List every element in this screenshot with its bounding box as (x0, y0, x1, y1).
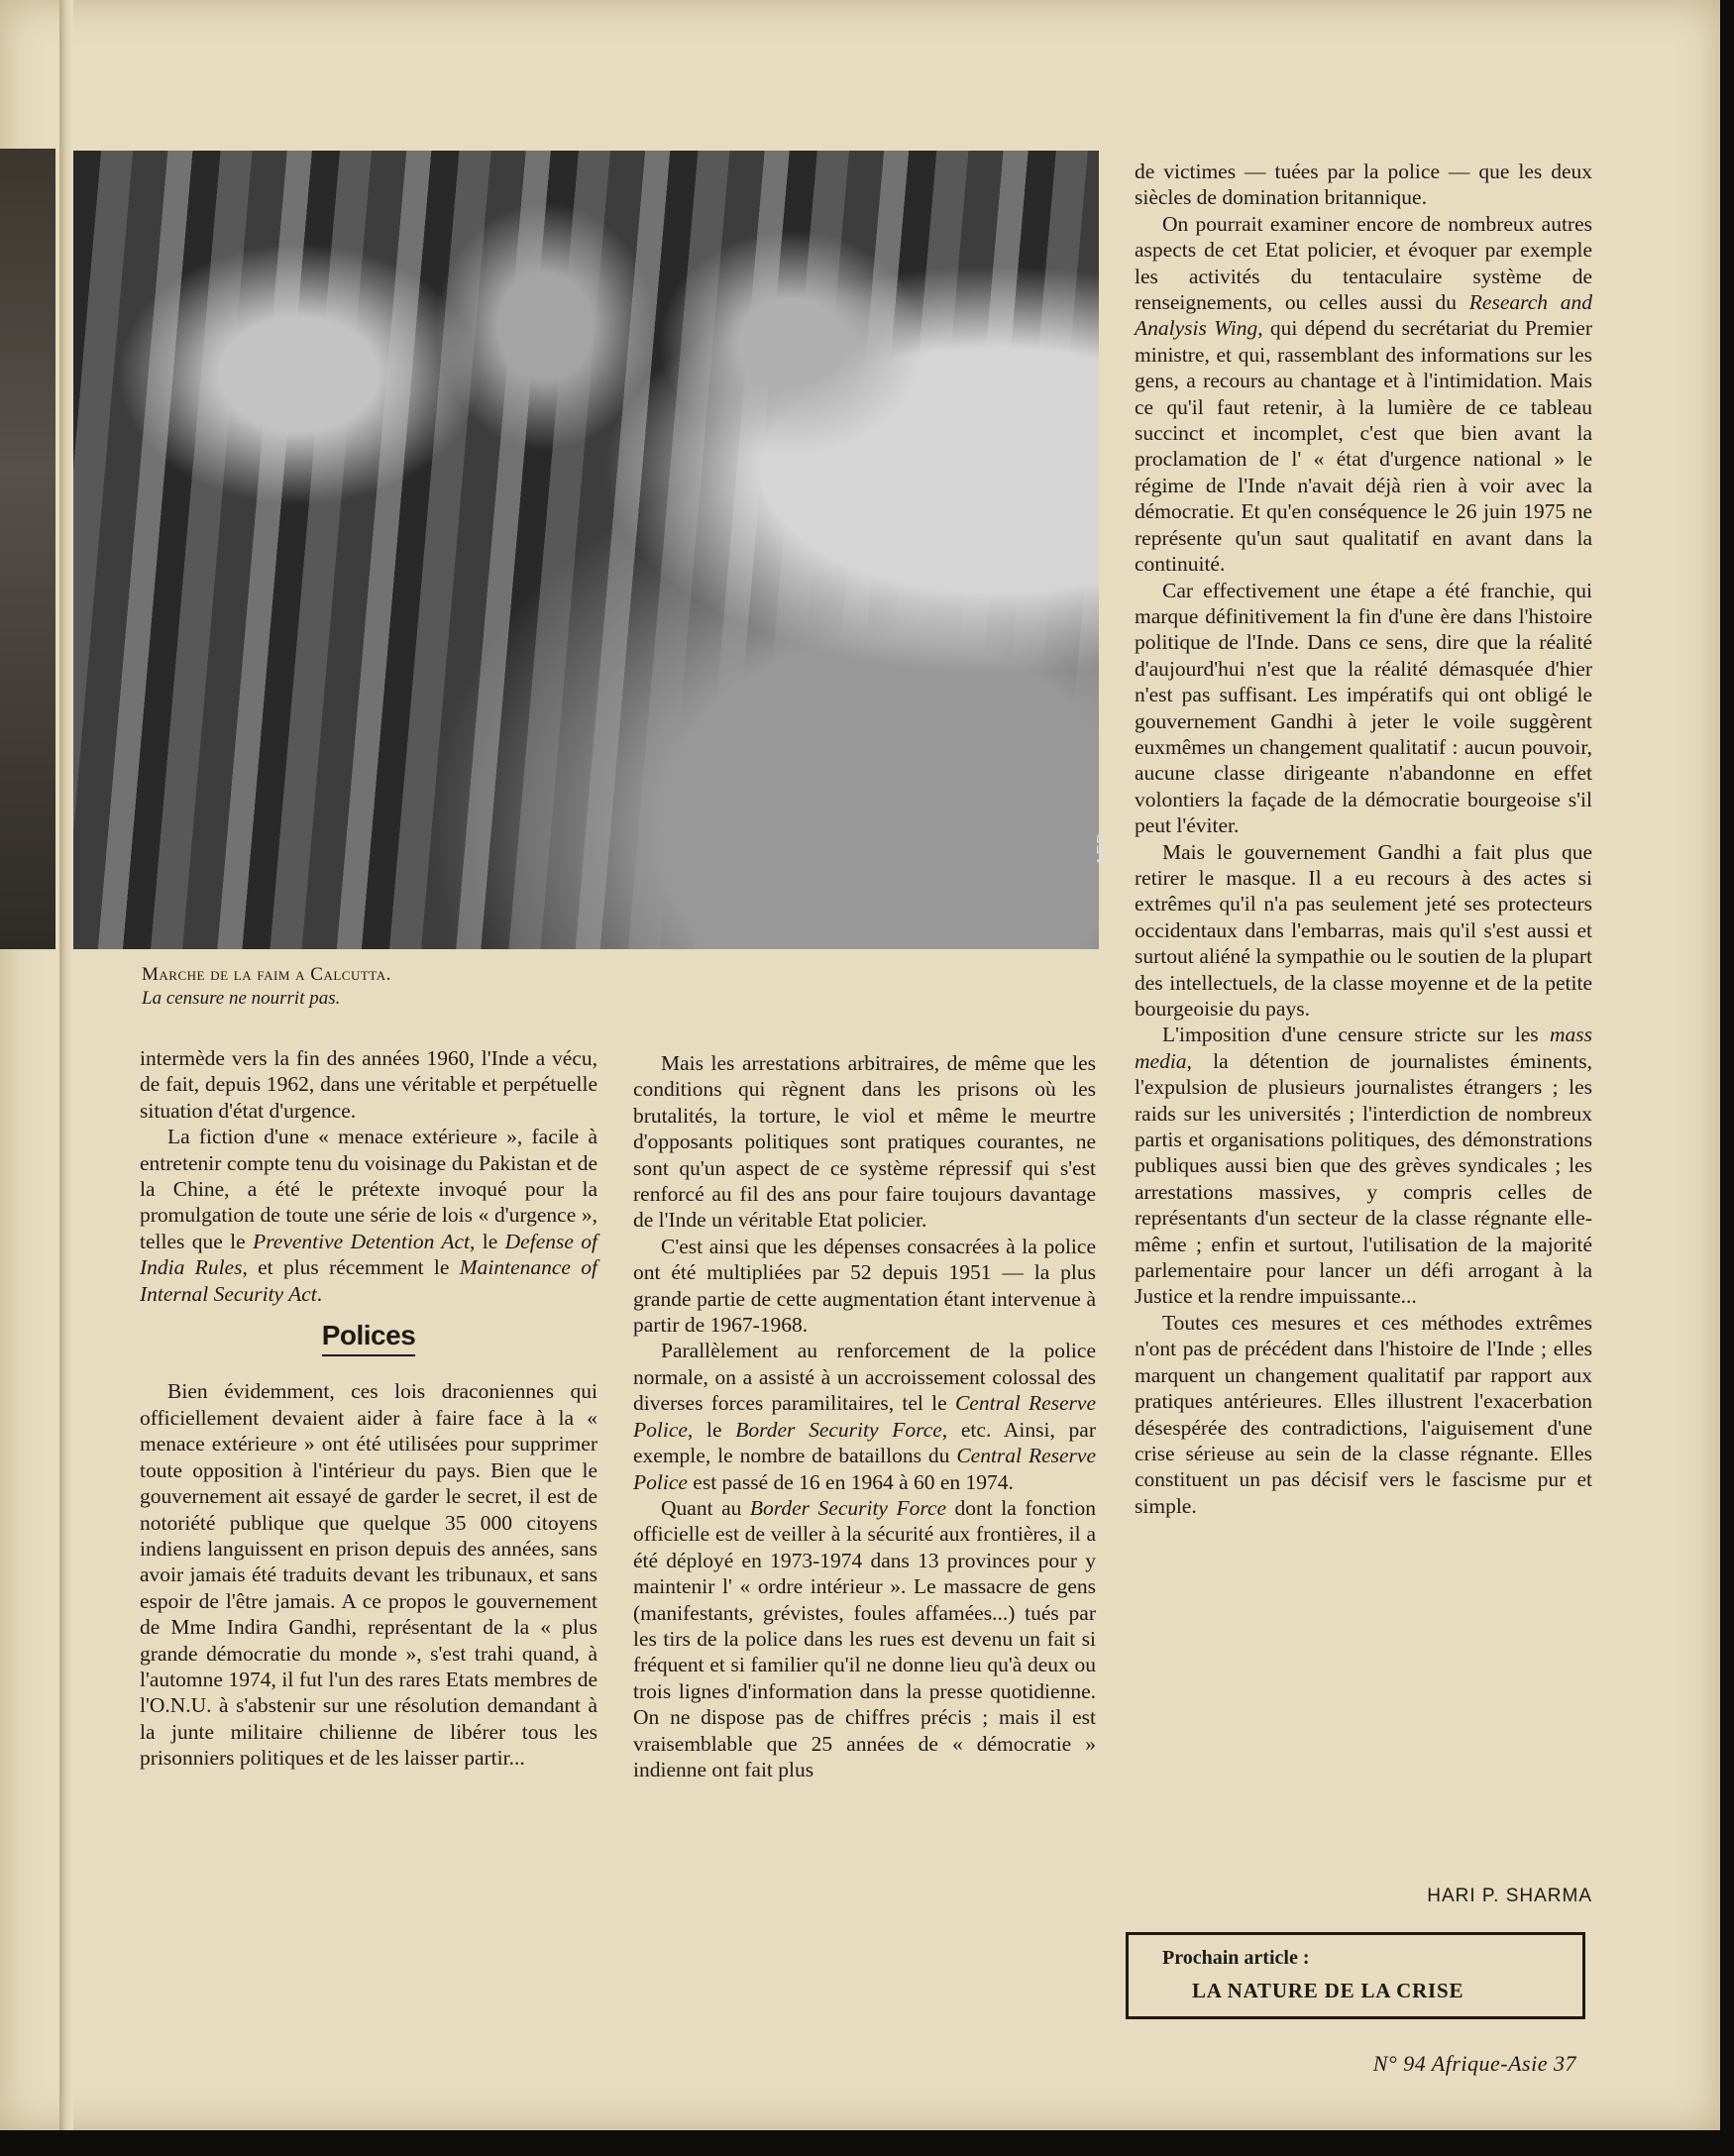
paragraph: Mais les arrestations arbitraires, de même que les conditions qui règnent dans les prisons où les brutalités, la torture, le viol et même le meurtre d'opposants politiques sont pratiques courantes, ne sont qu'un aspect de ce système répressif qui s'est renforcé au fil des ans pour faire toujours davantage de l'Inde un véritable Etat policier. (633, 1051, 1096, 1233)
facing-page-photo-edge (0, 149, 55, 949)
page-footer: N° 94 Afrique-Asie 37 (1372, 2051, 1576, 2076)
paragraph: Mais le gouvernement Gandhi a fait plus que retirer le masque. Il a eu recours à des actes si extrêmes qu'il n'a pas seulement jeté ses protecteurs occidentaux dans l'embarras, mais qu'il s'est aussi et surtout aliéné la sympathie ou le soutien de la plupart des intellectuels, de la classe moyenne et de la petite bourgeoisie du pays. (1135, 839, 1592, 1021)
paragraph: L'imposition d'une censure stricte sur les mass media, la détention de journalistes éminents, l'expulsion de plusieurs journalistes étrangers ; les raids sur les universités ; l'interdiction de nombreux partis et organisations politiques, des démonstrations publiques aussi bien que des grèves syndicales ; les arrestations massives, y compris celles de représentants d'un secteur de la classe régnante elle-même ; enfin et surtout, l'utilisation de la majorité parlementaire pour lancer un défi arrogant à la Justice et la rendre impuissante... (1135, 1023, 1592, 1309)
paragraph: On pourrait examiner encore de nombreux autres aspects de cet Etat policier, et évoquer par exemple les activités du tentaculaire système de renseignements, ou celles aussi du Research and Analysis Wing, qui dépend du secrétariat du Premier ministre, et qui, rassemblant des informations sur les gens, a recours au chantage et à l'intimidation. Mais ce qu'il faut retenir, à la lumière de ce tableau succinct et incomplet, c'est que bien avant la proclamation de l' « état d'urgence national » le régime de l'Inde n'avait déjà rien à voir avec la démocratie. Et qu'en conséquence le 26 juin 1975 ne représente qu'un saut qualitatif en avant dans la continuité. (1135, 211, 1592, 577)
paragraph: C'est ainsi que les dépenses consacrées à la police ont été multipliées par 52 depuis 1951 — la plus grande partie de cette augmentation étant intervenue à partir de 1967-1968. (633, 1234, 1096, 1338)
paragraph: Parallèlement au renforcement de la police normale, on a assisté à un accroissement colossal des diverses forces paramilitaires, tel le Central Reserve Police, le Border Security Force, etc. Ainsi, par exemple, le nombre de bataillons du Central Reserve Police est passé de 16 en 1964 à 60 en 1974. (633, 1339, 1096, 1494)
paragraph: Toutes ces mesures et ces méthodes extrêmes n'ont pas de précédent dans l'histoire de l'Inde ; elles marquent un changement qualitatif par rapport aux pratiques antérieures. Elles illustrent l'exacerbation désespérée des contradictions, l'aiguisement d'une crise sérieuse au sein de la classe régnante. Elles constituent un pas décisif vers le fascisme pur et simple. (1135, 1310, 1592, 1518)
author-signature: HARI P. SHARMA (1427, 1886, 1592, 1906)
section-heading: Polices (140, 1323, 597, 1356)
paragraph: intermède vers la fin des années 1960, l'Inde a vécu, de fait, depuis 1962, dans une véritable et perpétuelle situation d'état d'urgence. (140, 1046, 597, 1123)
photo-credit: AFP (1095, 832, 1112, 867)
paragraph: de victimes — tuées par la police — que les deux siècles de domination britannique. (1135, 160, 1592, 210)
photo-caption (142, 963, 597, 1011)
column-2 (633, 1050, 1096, 1782)
paragraph: Car effectivement une étape a été franchie, qui marque définitivement la fin d'une ère dans l'histoire politique de l'Inde. Dans ce sens, dire que la réalité d'aujourd'hui n'est que la réalité démasquée d'hier n'est pas suffisant. Les impératifs qui ont obligé le gouvernement Gandhi à jeter le voile suggèrent euxmêmes un changement qualitatif : aucun pouvoir, aucune classe dirigeante n'abandonne en effet volontiers la façade de la démocratie bourgeoise s'il peut l'éviter. (1135, 578, 1592, 838)
paragraph: Quant au Border Security Force dont la fonction officielle est de veiller à la sécurité aux frontières, il a été déployé en 1973-1974 dans 13 provinces pour y maintenir l' « ordre intérieur ». Le massacre de gens (manifestants, grévistes, foules affamées...) tués par les tirs de la police dans les rues est devenu un fait si fréquent et si familier qu'il ne donne lieu qu'à deux ou trois lignes d'information dans la presse quotidienne. On ne dispose pas de chiffres précis ; mais il est vraisemblable que 25 années de « démocratie » indienne ont fait plus (633, 1495, 1096, 1781)
next-article-box (1126, 1932, 1585, 2019)
column-3 (1135, 159, 1592, 1519)
next-article-title: LA NATURE DE LA CRISE (1192, 1979, 1464, 2002)
caption-subtitle: La censure ne nourrit pas. (142, 988, 341, 1009)
next-article-label: Prochain article : (1162, 1947, 1310, 1969)
caption-title: Marche de la faim a Calcutta. (142, 964, 391, 985)
photo-hunger-march (73, 151, 1112, 949)
page-gutter (59, 0, 73, 2130)
paragraph: La fiction d'une « menace extérieure », facile à entretenir compte tenu du voisinage du Pakistan et de la Chine, a été le prétexte invoqué pour la promulgation de toute une série de lois « d'urgence », telles que le Preventive Detention Act, le Defense of India Rules, et plus récemment le Maintenance of Internal Security Act. (140, 1125, 598, 1306)
paragraph: Bien évidemment, ces lois draconiennes qui officiellement devaient aider à faire face à la « menace extérieure » ont été utilisées pour supprimer toute opposition à l'intérieur du pays. Bien que le gouvernement ait essayé de garder le secret, il est de notoriété publique que quelque 35 000 citoyens indiens languissent en prison depuis des années, sans avoir jamais été traduits devant les tribunaux, et sans espoir de l'être jamais. A ce propos le gouvernement de Mme Indira Gandhi, représentant de la « plus grande démocratie du monde », s'est trahi quand, à l'automne 1974, il fut l'un des rares Etats membres de l'O.N.U. à s'abstenir sur une résolution demandant à la junte militaire chilienne de libérer tous les prisonniers politiques et de les laisser partir... (140, 1379, 597, 1771)
column-1 (140, 1045, 597, 1772)
